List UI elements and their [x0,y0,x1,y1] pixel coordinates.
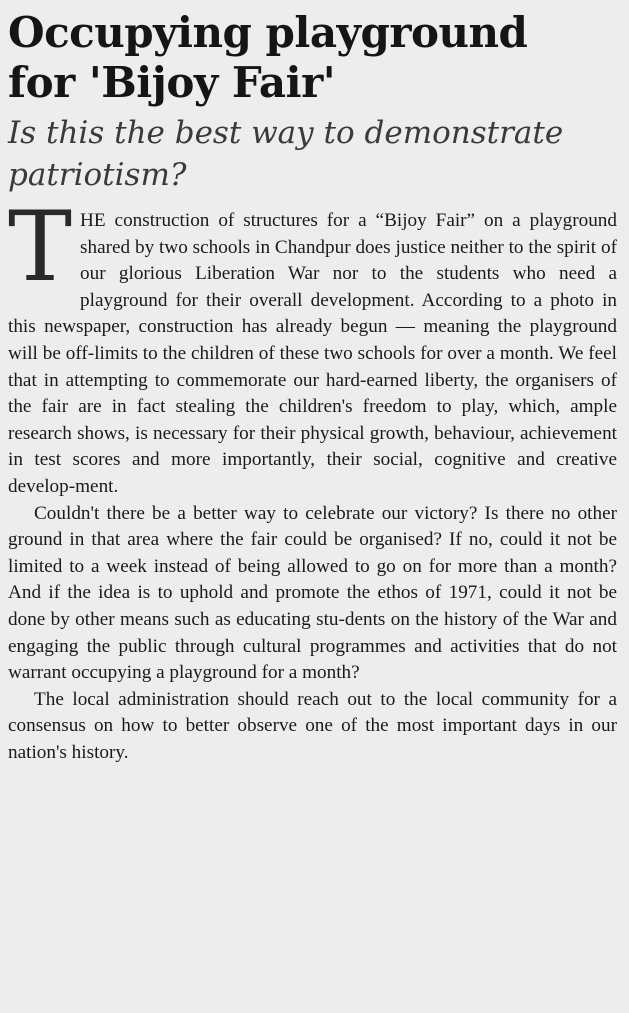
headline-line-2: for 'Bijoy Fair' [8,58,336,107]
paragraph-3: The local administration should reach out to the local community for a consensus on how to better observe one of the most important days in our nation's history. [8,688,617,763]
paragraph-1 [8,191,617,501]
lead-caps: HE [80,210,106,231]
headline-line-1: Occupying playground [8,8,528,57]
paragraph-1-text: construction of structures for a “Bijoy Fair” on a playground shared by two schools in Chandpur does justice neither to the spirit of our glorious Liberation War nor to the students who need a playground for their overall development. According to a photo in this newspaper, construction has already begun — meaning the playground will be off-limits to the children of these two schools for over a month. We feel that in attempting to commemorate our hard-earned liberty, the organisers of the fair are in fact stealing the children's freedom to play, which, ample research shows, is necessary for their physical growth, behaviour, achievement in test scores and more importantly, their social, cognitive and creative develop-ment. [8,210,617,497]
article-body [8,191,617,766]
headline [8,8,617,108]
subheadline: Is this the best way to demonstrate patriotism? [8,115,564,193]
drop-cap: T [8,191,73,303]
paragraph-2: Couldn't there be a better way to celebrate our victory? Is there no other ground in that area where the fair could be organised? If no, could it not be limited to a week instead of being allowed to go on for more than a month? And if the idea is to uphold and promote the ethos of 1971, could it not be done by other means such as educating stu-dents on the history of the War and engaging the public through cultural programmes and activities that do not warrant occupying a playground for a month? [8,502,617,684]
